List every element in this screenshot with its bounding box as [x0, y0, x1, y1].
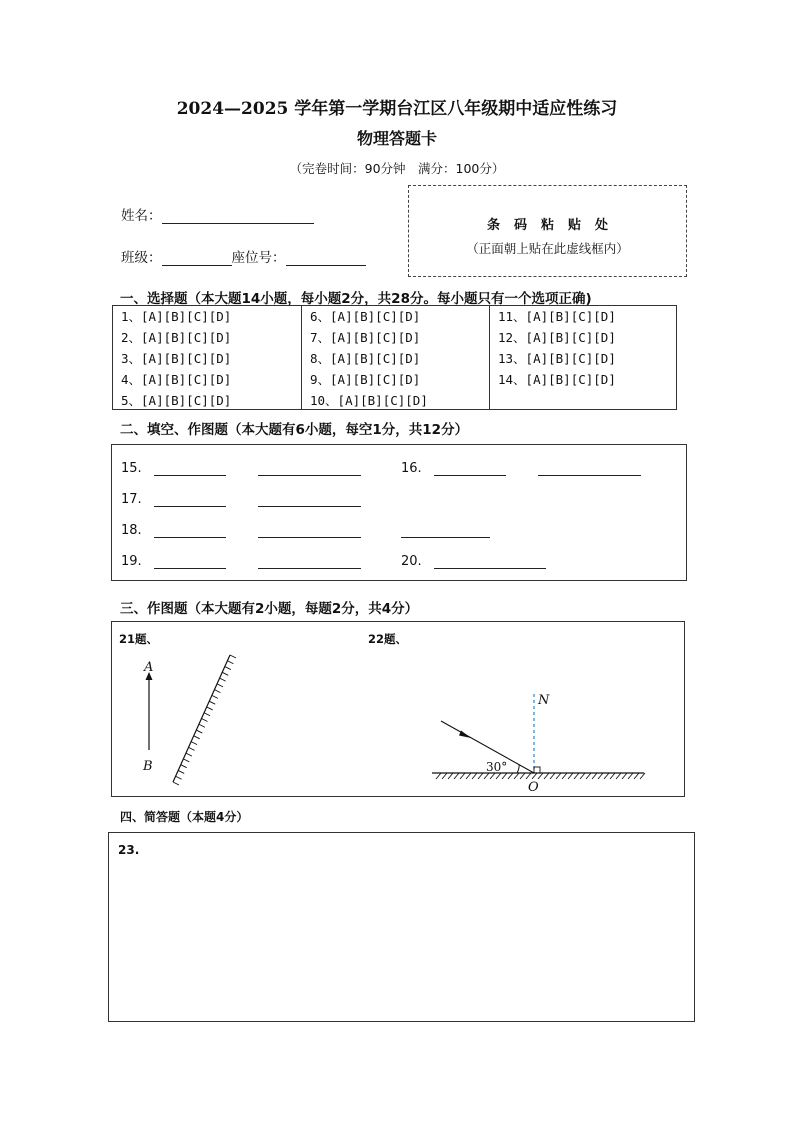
name-label: 姓名：: [121, 208, 162, 224]
surface-hatching: [436, 773, 645, 779]
choice-row[interactable]: 14、[A][B][C][D]: [498, 372, 616, 387]
optics-diagrams[interactable]: [112, 622, 684, 796]
answer-blank[interactable]: [154, 568, 226, 569]
answer-blank[interactable]: [258, 475, 361, 476]
section3-heading: 三、作图题（本大题有2小题，每题2分，共4分）: [120, 601, 419, 617]
choice-row[interactable]: 4、[A][B][C][D]: [121, 372, 232, 387]
answer-blank[interactable]: [434, 568, 546, 569]
choice-row[interactable]: 10、[A][B][C][D]: [310, 393, 428, 408]
question-number-19: 19.: [121, 554, 142, 569]
angle-arc: [517, 765, 519, 773]
answer-blank[interactable]: [154, 475, 226, 476]
answer-blank[interactable]: [538, 475, 641, 476]
point-a-label: A: [144, 660, 154, 675]
seat-field[interactable]: [286, 251, 366, 266]
seat-label: 座位号：: [231, 250, 286, 266]
answer-card-title: 物理答题卡: [356, 129, 437, 148]
page-title: 2024—2025 学年第一学期台江区八年级期中适应性练习: [176, 99, 618, 119]
answer-blank[interactable]: [258, 568, 361, 569]
exam-info: （完卷时间：90分钟 满分：100分）: [289, 161, 505, 176]
class-field[interactable]: [162, 251, 232, 266]
ray-arrow-icon: [459, 731, 471, 739]
mirror-hatching: [173, 655, 236, 785]
class-label: 班级：: [121, 250, 162, 266]
angle-label: 30°: [486, 760, 508, 774]
name-row: [121, 204, 314, 224]
choice-column: [113, 306, 301, 409]
question-number-15: 15.: [121, 461, 142, 476]
barcode-area: [408, 185, 687, 277]
q21-diagram: [142, 655, 236, 785]
right-angle-mark: [534, 767, 540, 773]
choice-row[interactable]: 3、[A][B][C][D]: [121, 351, 232, 366]
choice-table: [112, 305, 677, 410]
section1-heading: 一、选择题（本大题14小题，每小题2分，共28分。每小题只有一个选项正确): [120, 291, 592, 307]
choice-row[interactable]: 11、[A][B][C][D]: [498, 309, 616, 324]
choice-column: [301, 306, 490, 409]
question-number-16: 16.: [401, 461, 422, 476]
question-number-17: 17.: [121, 492, 142, 507]
name-field[interactable]: [162, 209, 314, 224]
answer-blank[interactable]: [154, 506, 226, 507]
question-21-label: 21题、: [119, 632, 159, 646]
barcode-title: 条码粘贴处: [486, 218, 622, 233]
choice-row[interactable]: 8、[A][B][C][D]: [310, 351, 421, 366]
fill-blank-box: [111, 444, 687, 581]
section2-heading: 二、填空、作图题（本大题有6小题，每空1分，共12分）: [120, 422, 469, 438]
class-row: [121, 246, 366, 266]
origin-label: O: [528, 780, 539, 795]
short-answer-box[interactable]: [108, 832, 695, 1022]
question-number-18: 18.: [121, 523, 142, 538]
drawing-box: [111, 621, 685, 797]
choice-row[interactable]: 12、[A][B][C][D]: [498, 330, 616, 345]
answer-blank[interactable]: [258, 506, 361, 507]
choice-row[interactable]: 2、[A][B][C][D]: [121, 330, 232, 345]
choice-column: [489, 306, 677, 409]
section4-heading: 四、简答题（本题4分）: [120, 810, 249, 824]
choice-row[interactable]: 1、[A][B][C][D]: [121, 309, 232, 324]
answer-blank[interactable]: [258, 537, 361, 538]
question-number-20: 20.: [401, 554, 422, 569]
point-b-label: B: [143, 759, 153, 774]
question-22-label: 22题、: [368, 632, 408, 646]
answer-blank[interactable]: [154, 537, 226, 538]
q22-diagram: [432, 693, 645, 795]
barcode-note: （正面朝上贴在此虚线框内）: [466, 241, 629, 256]
choice-row[interactable]: 7、[A][B][C][D]: [310, 330, 421, 345]
answer-blank[interactable]: [401, 537, 490, 538]
choice-row[interactable]: 5、[A][B][C][D]: [121, 393, 232, 408]
question-number-23: 23.: [118, 843, 140, 857]
normal-label: N: [538, 693, 550, 708]
answer-blank[interactable]: [434, 475, 506, 476]
choice-row[interactable]: 6、[A][B][C][D]: [310, 309, 421, 324]
choice-row[interactable]: 13、[A][B][C][D]: [498, 351, 616, 366]
choice-row[interactable]: 9、[A][B][C][D]: [310, 372, 421, 387]
